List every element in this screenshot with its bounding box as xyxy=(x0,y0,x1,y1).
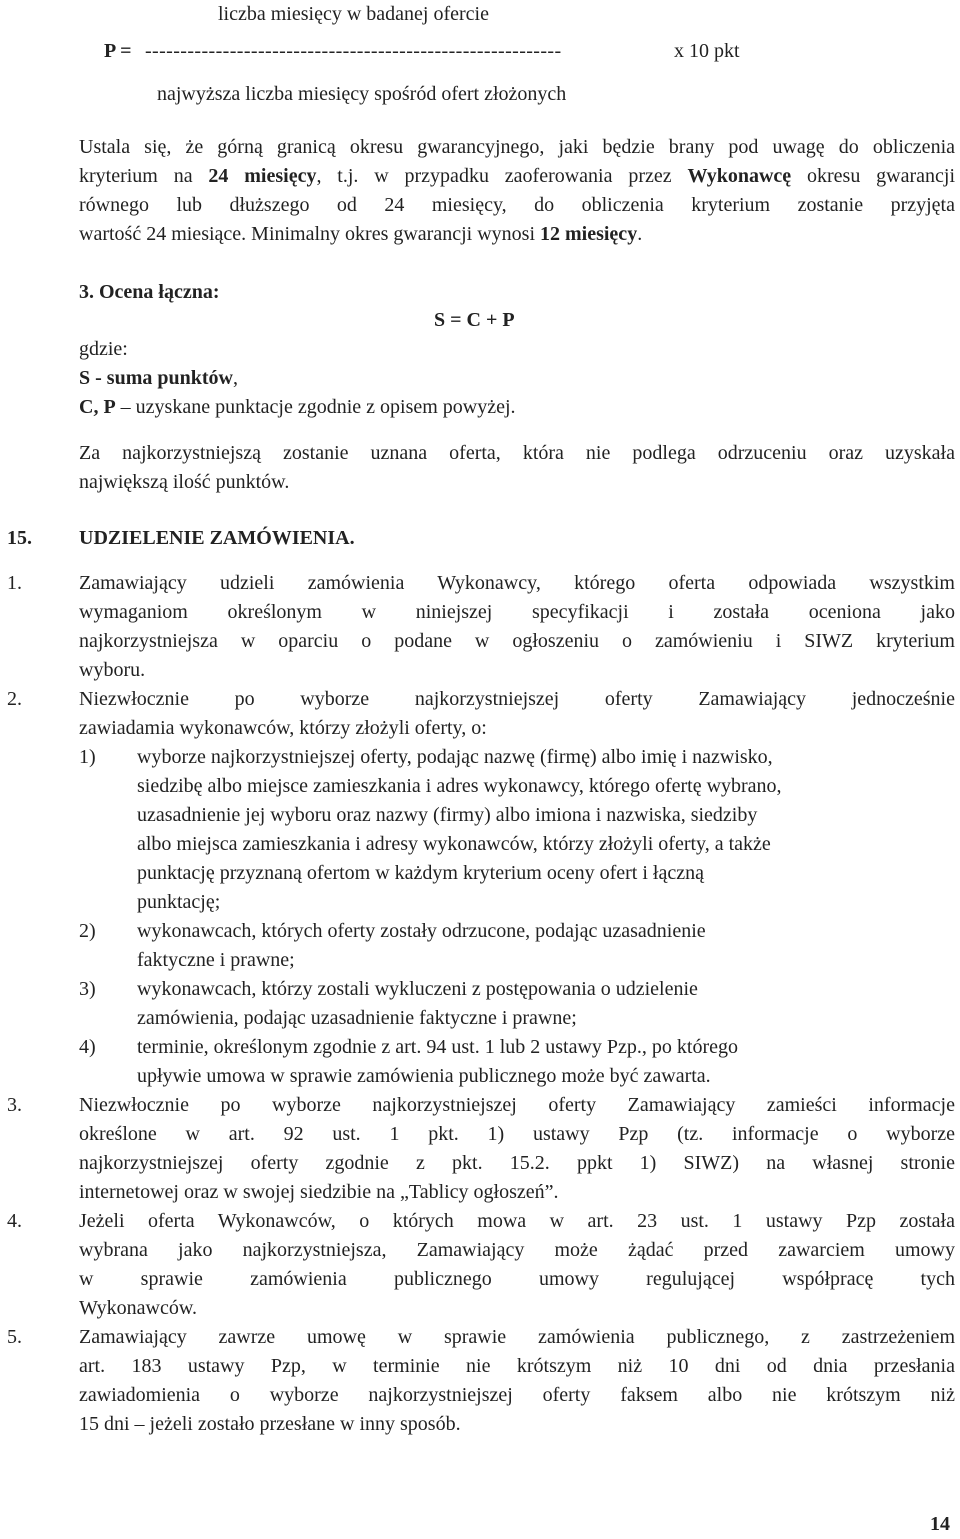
subitem-number: 1) xyxy=(79,746,96,768)
total-cp-rest: – uzyskane punktacje zgodnie z opisem powyżej. xyxy=(115,396,516,418)
point-3-line: internetowej oraz w swojej siedzibie na „Tablicy ogłoszeń”. xyxy=(79,1181,559,1203)
point-3-line: najkorzystniejszej oferty zgodnie z pkt. 15.2. ppkt 1) SIWZ) na własnej stronie xyxy=(79,1152,955,1174)
point-4-line: Jeżeli oferta Wykonawców, o których mowa w art. 23 ust. 1 ustawy Pzp została xyxy=(79,1210,955,1232)
point-1-line: najkorzystniejsza w oparciu o podane w ogłoszeniu o zamówieniu i SIWZ kryterium xyxy=(79,630,955,652)
total-formula: S = C + P xyxy=(434,309,515,331)
point-5-line: art. 183 ustawy Pzp, w terminie nie krótszym niż 10 dni od dnia przesłania xyxy=(79,1355,955,1377)
total-cp-definition xyxy=(79,393,516,422)
point-number: 2. xyxy=(7,688,22,710)
subitem-number: 3) xyxy=(79,978,96,1000)
point-5-line: 15 dni – jeżeli zostało przesłane w inny sposób. xyxy=(79,1413,461,1435)
best-offer-line-2: największą ilość punktów. xyxy=(79,471,290,493)
point-1-line: wymaganiom określonym w niniejszej specyfikacji i została oceniona jako xyxy=(79,601,955,623)
point-4-line: wybrana jako najkorzystniejsza, Zamawiający może żądać przed zawarciem umowy xyxy=(79,1239,955,1261)
point-number: 4. xyxy=(7,1210,22,1232)
point-number: 3. xyxy=(7,1094,22,1116)
warranty-text: , t.j. w przypadku zaoferowania przez xyxy=(316,165,688,187)
subitem-1-line: punktację przyznaną ofertom w każdym kryterium oceny ofert i łączną xyxy=(137,862,704,884)
total-s-definition xyxy=(79,364,238,393)
warranty-contractor: Wykonawcę xyxy=(687,165,792,187)
subitem-4-line: upływie umowa w sprawie zamówienia publicznego może być zawarta. xyxy=(137,1065,711,1087)
formula-multiplier: x 10 pkt xyxy=(674,40,740,62)
best-offer-line-1: Za najkorzystniejszą zostanie uznana oferta, która nie podlega odrzuceniu oraz uzyskała xyxy=(79,442,955,464)
total-s-rest: , xyxy=(232,367,238,389)
point-1-line: Zamawiający udzieli zamówienia Wykonawcy, którego oferta odpowiada wszystkim xyxy=(79,572,955,594)
warranty-line-4 xyxy=(79,220,642,249)
point-3-line: określone w art. 92 ust. 1 pkt. 1) ustawy Pzp (tz. informacje o wyborze xyxy=(79,1123,955,1145)
warranty-min-months: 12 miesięcy xyxy=(540,223,638,245)
subitem-4-line: terminie, określonym zgodnie z art. 94 ust. 1 lub 2 ustawy Pzp., po którego xyxy=(137,1036,739,1058)
total-where: gdzie: xyxy=(79,338,128,360)
formula-denominator: najwyższa liczba miesięcy spośród ofert złożonych xyxy=(157,83,567,105)
warranty-text: kryterium na xyxy=(79,165,209,187)
formula-dashes: ----------------------------------------------------------- xyxy=(145,40,562,62)
warranty-line-2 xyxy=(79,162,955,191)
point-1-line: wyboru. xyxy=(79,659,146,681)
section-number: 15. xyxy=(7,527,32,549)
section-title: UDZIELENIE ZAMÓWIENIA. xyxy=(79,527,355,549)
formula-lhs: P = xyxy=(104,40,132,62)
subitem-3-line: zamówienia, podając uzasadnienie faktyczne i prawne; xyxy=(137,1007,577,1029)
point-4-line: Wykonawców. xyxy=(79,1297,198,1319)
subitem-1-line: albo miejsca zamieszkania i adresy wykonawców, którzy złożyli oferty, a także xyxy=(137,833,771,855)
point-5-line: zawiadomienia o wyborze najkorzystniejszej oferty faksem albo nie krótszym niż xyxy=(79,1384,955,1406)
page-number: 14 xyxy=(930,1513,950,1535)
warranty-text: wartość 24 miesiące. Minimalny okres gwarancji wynosi xyxy=(79,223,540,245)
warranty-line-1: Ustala się, że górną granicą okresu gwarancyjnego, jaki będzie brany pod uwagę do obliczenia xyxy=(79,136,955,158)
warranty-line-3: równego lub dłuższego od 24 miesięcy, do obliczenia kryterium zostanie przyjęta xyxy=(79,194,955,216)
subitem-2-line: wykonawcach, których oferty zostały odrzucone, podając uzasadnienie xyxy=(137,920,706,942)
point-5-line: Zamawiający zawrze umowę w sprawie zamówienia publicznego, z zastrzeżeniem xyxy=(79,1326,955,1348)
point-3-line: Niezwłocznie po wyborze najkorzystniejszej oferty Zamawiający zamieści informacje xyxy=(79,1094,955,1116)
total-cp-label: C, P xyxy=(79,396,116,418)
warranty-max-months: 24 miesięcy xyxy=(208,165,317,187)
formula-numerator: liczba miesięcy w badanej ofercie xyxy=(218,3,489,25)
subitem-number: 4) xyxy=(79,1036,96,1058)
subitem-3-line: wykonawcach, którzy zostali wykluczeni z postępowania o udzielenie xyxy=(137,978,698,1000)
warranty-text: okresu gwarancji xyxy=(791,165,956,187)
subitem-1-line: uzasadnienie jej wyboru oraz nazwy (firmy) albo imiona i nazwiska, siedziby xyxy=(137,804,758,826)
subitem-2-line: faktyczne i prawne; xyxy=(137,949,295,971)
point-number: 5. xyxy=(7,1326,22,1348)
point-4-line: w sprawie zamówienia publicznego umowy regulującej współpracę tych xyxy=(79,1268,955,1290)
subitem-1-line: punktację; xyxy=(137,891,221,913)
point-2-line: Niezwłocznie po wyborze najkorzystniejszej oferty Zamawiający jednocześnie xyxy=(79,688,955,710)
warranty-text: . xyxy=(637,223,643,245)
subitem-number: 2) xyxy=(79,920,96,942)
subitem-1-line: siedzibę albo miejsce zamieszkania i adres wykonawcy, którego ofertę wybrano, xyxy=(137,775,782,797)
subitem-1-line: wyborze najkorzystniejszej oferty, podając nazwę (firmę) albo imię i nazwisko, xyxy=(137,746,773,768)
point-number: 1. xyxy=(7,572,22,594)
total-s-label: S - suma punktów xyxy=(79,367,233,389)
total-heading: 3. Ocena łączna: xyxy=(79,281,220,303)
point-2-line: zawiadamia wykonawców, którzy złożyli oferty, o: xyxy=(79,717,487,739)
